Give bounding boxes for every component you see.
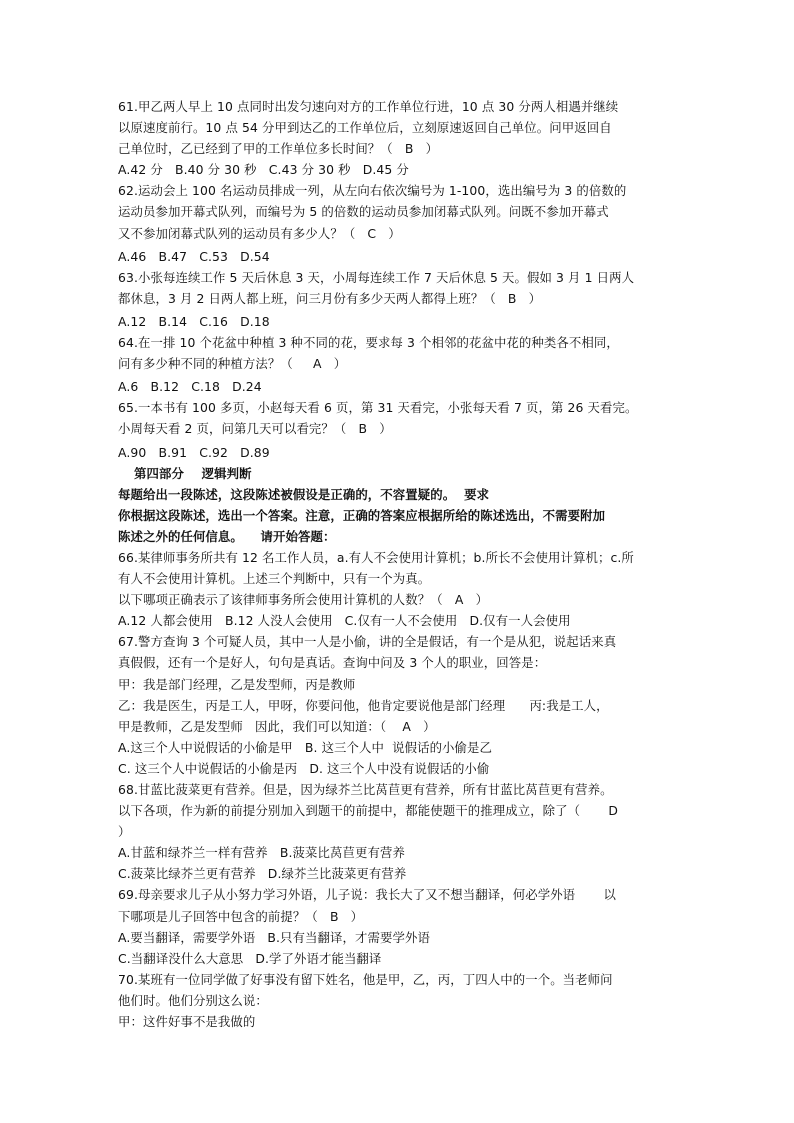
document-page <box>118 96 680 1032</box>
text-line: A.12 B.14 C.16 D.18 <box>118 313 270 329</box>
text-line: A.6 B.12 C.18 D.24 <box>118 379 262 395</box>
text-line: 甲：这件好事不是我做的 <box>118 1014 256 1030</box>
text-line: ） <box>118 824 131 840</box>
text-line: 以下哪项正确表示了该律师事务所会使用计算机的人数？（ A ） <box>118 592 489 608</box>
text-line: A.12 人都会使用 B.12 人没人会使用 C.仅有一人不会使用 D.仅有一人会使用 <box>118 613 571 629</box>
text-line: 61.甲乙两人早上 10 点同时出发匀速向对方的工作单位行进，10 点 30 分两人相遇并继续 <box>118 99 619 114</box>
text-line: 陈述之外的任何信息。 请开始答题： <box>118 528 336 544</box>
text-line: 69.母亲要求儿子从小努力学习外语，儿子说：我长大了又不想当翻译，何必学外语 以 <box>118 887 616 903</box>
text-line: 小周每天看 2 页，问第几天可以看完？（ B ） <box>118 421 392 437</box>
text-line: 运动员参加开幕式队列，而编号为 5 的倍数的运动员参加闭幕式队列。问既不参加开幕式 <box>118 204 609 220</box>
text-line: A.这三个人中说假话的小偷是甲 B. 这三个人中 说假话的小偷是乙 <box>118 739 493 755</box>
text-line: 都休息，3 月 2 日两人都上班，问三月份有多少天两人都得上班？（ B ） <box>118 290 542 306</box>
text-line: A.甘蓝和绿芥兰一样有营养 B.菠菜比莴苣更有营养 <box>118 845 405 861</box>
text-line: 他们时。他们分别这么说： <box>118 992 268 1008</box>
text-line: 下哪项是儿子回答中包含的前提？（ B ） <box>118 908 364 924</box>
text-line: 63.小张每连续工作 5 天后休息 3 天，小周每连续工作 7 天后休息 5 天。假如 3 月 1 日两人 <box>118 269 635 285</box>
text-line: 甲：我是部门经理，乙是发型师，丙是教师 <box>118 676 356 692</box>
text-line: 66.某律师事务所共有 12 名工作人员，a.有人不会使用计算机；b.所长不会使用计算机；c.所 <box>118 549 634 565</box>
text-line: A.42 分 B.40 分 30 秒 C.43 分 30 秒 D.45 分 <box>118 162 409 178</box>
text-line: 第四部分 逻辑判断 <box>134 465 252 481</box>
text-line: 真假假，还有一个是好人，句句是真话。查询中问及 3 个人的职业，回答是： <box>118 655 547 671</box>
text-line: 67.警方查询 3 个可疑人员，其中一人是小偷，讲的全是假话，有一个是从犯，说起话来真 <box>118 634 617 650</box>
text-line: 每题给出一段陈述，这段陈述被假设是正确的，不容置疑的。 要求 <box>118 486 490 502</box>
text-line: C. 这三个人中说假话的小偷是丙 D. 这三个人中没有说假话的小偷 <box>118 760 490 776</box>
text-line: 有人不会使用计算机。上述三个判断中，只有一个为真。 <box>118 571 431 587</box>
text-line: 65.一本书有 100 多页，小赵每天看 6 页，第 31 天看完，小张每天看 7 页，第 26 天看完。 <box>118 400 638 416</box>
text-line: 62.运动会上 100 名运动员排成一列，从左向右依次编号为 1-100，选出编号为 3 的倍数的 <box>118 183 627 199</box>
text-line: A.要当翻译，需要学外语 B.只有当翻译，才需要学外语 <box>118 929 430 945</box>
text-line: 以原速度前行。10 点 54 分甲到达乙的工作单位后，立刻原速返回自己单位。问甲返回自 <box>118 120 612 136</box>
text-line: 以下各项，作为新的前提分别加入到题干的前提中，都能使题干的推理成立，除了（ D <box>118 803 619 819</box>
text-line: 乙：我是医生，丙是工人，甲呀，你要问他，他肯定要说他是部门经理 丙:我是工人， <box>118 697 609 713</box>
text-line: 68.甘蓝比菠菜更有营养。但是，因为绿芥兰比莴苣更有营养，所有甘蓝比莴苣更有营养。 <box>118 782 613 797</box>
text-line: A.46 B.47 C.53 D.54 <box>118 248 270 264</box>
text-line: A.90 B.91 C.92 D.89 <box>118 444 270 460</box>
text-line: C.菠菜比绿芥兰更有营养 D.绿芥兰比菠菜更有营养 <box>118 866 407 882</box>
text-line: 甲是教师，乙是发型师 因此，我们可以知道：（ A ） <box>118 718 436 734</box>
text-line: 70.某班有一位同学做了好事没有留下姓名，他是甲，乙，丙，丁四人中的一个。当老师问 <box>118 971 613 987</box>
text-line: C.当翻译没什么大意思 D.学了外语才能当翻译 <box>118 950 382 966</box>
text-line: 64.在一排 10 个花盆中种植 3 种不同的花，要求每 3 个相邻的花盆中花的种类各不相同， <box>118 335 619 351</box>
text-line: 又不参加闭幕式队列的运动员有多少人？（ C ） <box>118 225 401 241</box>
text-line: 你根据这段陈述，选出一个答案。注意，正确的答案应根据所给的陈述选出，不需要附加 <box>118 507 606 523</box>
text-line: 问有多少种不同的种植方法？（ A ） <box>118 356 347 372</box>
text-line: 己单位时，乙已经到了甲的工作单位多长时间？（ B ） <box>118 141 439 157</box>
